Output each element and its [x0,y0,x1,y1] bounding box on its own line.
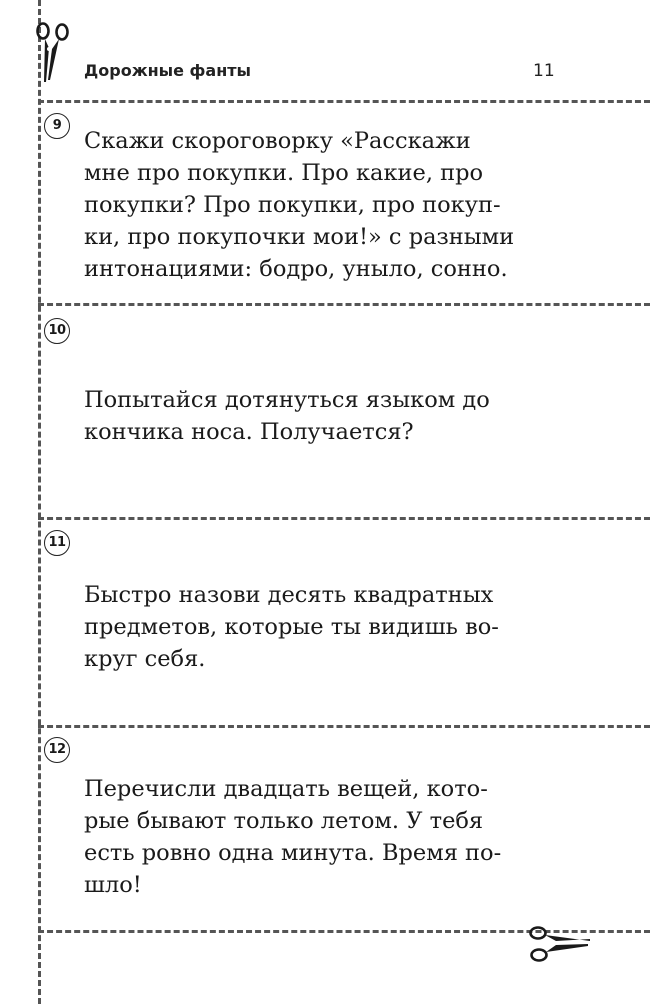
text-line: ки, про покупочки мои!» с разными [84,224,515,250]
card-number-badge: 9 [44,113,70,139]
card-number-badge: 12 [44,737,70,763]
card-text [84,384,566,448]
cut-line-2 [38,303,650,306]
text-line: покупки? Про покупки, про покуп- [84,192,501,218]
card-number-badge: 11 [44,530,70,556]
cut-line-1 [38,100,650,103]
text-line: Скажи скороговорку «Расскажи [84,128,471,154]
text-line: Быстро назови десять квадратных [84,582,494,608]
cut-line-4 [38,725,650,728]
text-line: интонациями: бодро, уныло, сонно. [84,256,508,282]
text-line: рые бывают только летом. У тебя [84,808,484,834]
page-number: 11 [533,61,555,81]
text-line: кончика носа. Получается? [84,419,414,445]
cut-line-3 [38,517,650,520]
text-line: Попытайся дотянуться языком до [84,387,490,413]
text-line: есть ровно одна минута. Время по- [84,840,502,866]
text-line: предметов, которые ты видишь во- [84,614,499,640]
card-number-badge: 10 [44,318,70,344]
card-text [84,773,566,901]
running-header-title: Дорожные фанты [84,61,252,80]
text-line: Перечисли двадцать вещей, кото- [84,776,488,802]
scissors-icon [26,18,78,84]
card-text [84,125,566,285]
vertical-cut-line [38,0,41,1004]
text-line: шло! [84,872,142,898]
text-line: круг себя. [84,646,206,672]
scissors-icon [526,920,592,968]
text-line: мне про покупки. Про какие, про [84,160,484,186]
card-text [84,579,566,675]
